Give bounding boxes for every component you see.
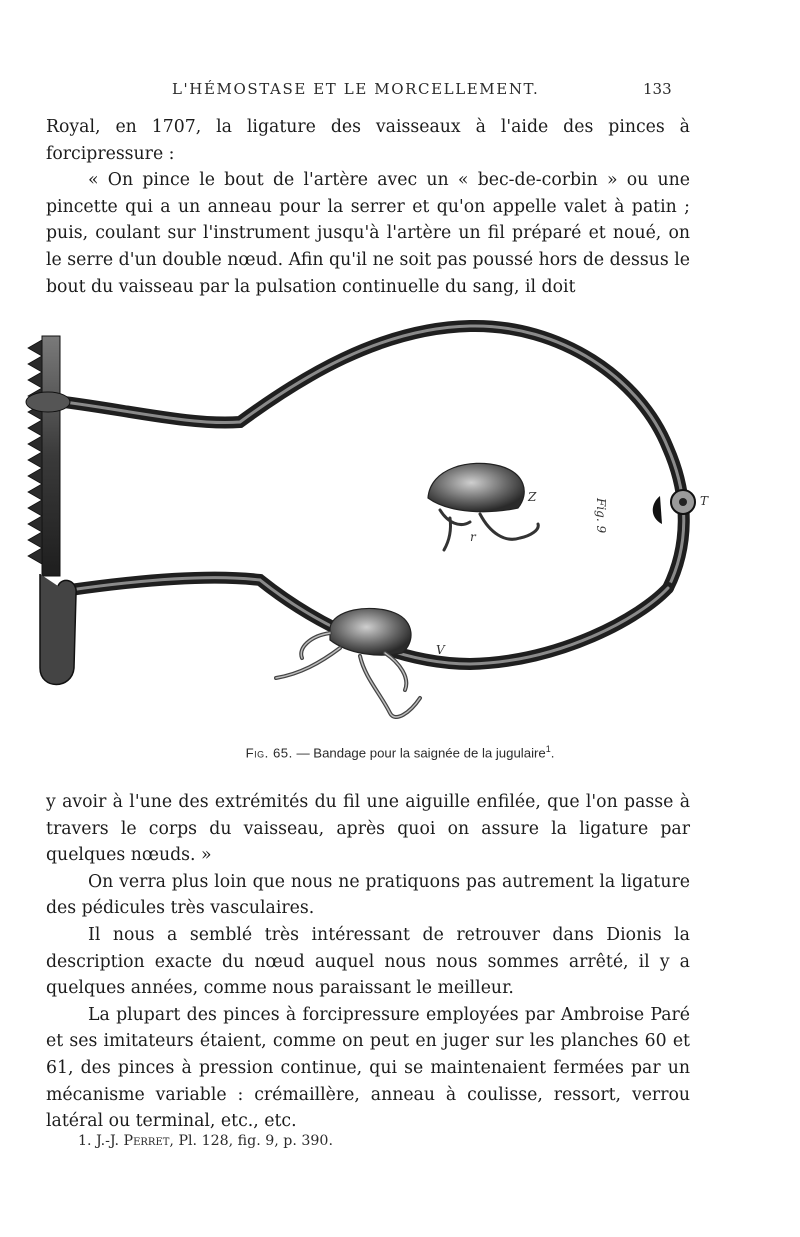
label-t: T	[700, 494, 709, 508]
paragraph: Il nous a semblé très intéressant de retrouver dans Dionis la description exacte du nœud auquel nous nous sommes arrêté, il y a quelques années, comme nous paraissant le meilleur.	[46, 924, 690, 999]
body-text-bottom	[46, 789, 690, 1135]
paragraph: Royal, en 1707, la ligature des vaisseaux à l'aide des pinces à forcipressure :	[46, 117, 690, 164]
caption-end: .	[550, 745, 555, 761]
footnote-reference: Pl. 128, fig. 9, p. 390.	[173, 1133, 333, 1149]
paragraph: « On pince le bout de l'artère avec un « bec-de-corbin » ou une pincette qui a un anneau pour la serrer et qu'on appelle valet à patin ; puis, coulant sur l'instrument jusqu'à l'artère un fil préparé et noué, on le serre d'un double nœud. Afin qu'il ne soit pas poussé hors de dessus le bout du vaisseau par la pulsation continuelle du sang, il doit	[46, 170, 690, 297]
label-z: Z	[528, 490, 537, 504]
footnote	[78, 1133, 333, 1149]
running-head	[0, 80, 800, 102]
footnote-number: 1.	[78, 1133, 92, 1149]
ratchet-bar	[28, 336, 60, 576]
figure-caption	[0, 744, 800, 760]
paragraph: La plupart des pinces à forcipressure employées par Ambroise Paré et ses imitateurs étaient, comme on peut en juger sur les planches 60 et 61, des pinces à pression continue, qui se maintenaient fermées par un mécanisme variable : crémaillère, anneau à coulisse, ressort, verrou latéral ou terminal, etc., etc.	[46, 1004, 690, 1132]
compression-pad-v	[276, 608, 420, 717]
figure-65	[0, 318, 800, 738]
paragraph: On verra plus loin que nous ne pratiquons pas autrement la ligature des pédicules très vasculaires.	[46, 871, 690, 919]
lower-hook	[40, 574, 76, 685]
label-fig9: Fig. 9	[594, 498, 608, 534]
page-number: 133	[643, 80, 672, 98]
running-title: L'HÉMOSTASE ET LE MORCELLEMENT.	[172, 80, 540, 98]
compression-pad-z	[428, 463, 538, 550]
caption-footnote-ref: 1	[545, 744, 551, 754]
caption-text: — Bandage pour la saignée de la jugulaire	[292, 745, 546, 761]
label-v: V	[436, 643, 445, 657]
paragraph: y avoir à l'une des extrémités du fil une aiguille enfilée, que l'on passe à travers le corps du vaisseau, après quoi on assure la ligature par quelques nœuds. »	[46, 792, 690, 866]
label-r: r	[470, 530, 476, 544]
upper-arm	[48, 326, 684, 588]
footnote-author: J.-J. Perret,	[96, 1133, 174, 1149]
caption-figure-number: Fig. 65.	[245, 745, 293, 761]
body-text-top	[46, 114, 690, 300]
bandage-illustration	[0, 318, 800, 738]
